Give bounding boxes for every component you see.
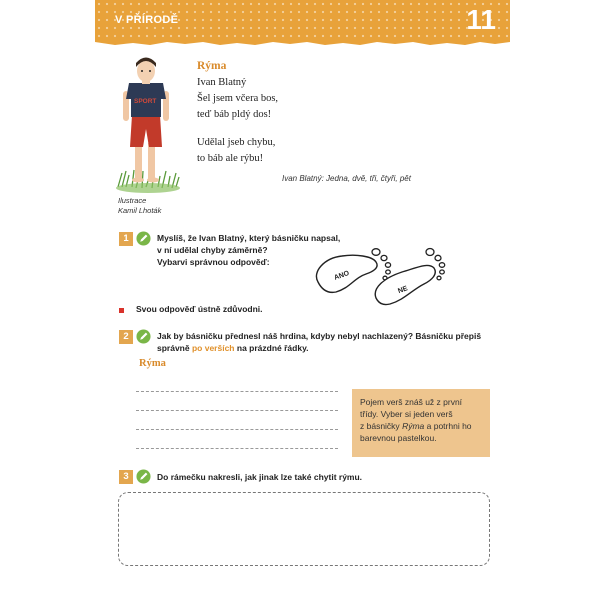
note-title-italic: Rýma	[402, 421, 425, 431]
caption-line: Ilustrace	[118, 196, 147, 205]
task-number: 1	[119, 232, 133, 246]
note-line: Pojem verš znáš už z první	[360, 397, 463, 407]
writing-line[interactable]	[136, 448, 338, 449]
task3-text: Do rámečku nakresli, jak jinak lze také chytit rýmu.	[157, 472, 363, 482]
torn-edge	[95, 40, 510, 46]
task2-text	[157, 330, 481, 354]
task-line: v ní udělal chyby záměrně?	[157, 245, 268, 255]
note-line: třídy. Vyber si jeden verš	[360, 409, 453, 419]
answer-yes-label: ANO	[333, 269, 351, 282]
boy-illustration	[112, 55, 184, 195]
pencil-icon	[136, 231, 151, 246]
header-band	[95, 0, 510, 42]
rhyme-label: Rýma	[139, 358, 166, 369]
footprint-answers[interactable]	[310, 238, 450, 308]
page-number: 11	[466, 4, 496, 35]
pencil-icon	[136, 469, 151, 484]
caption-line: Kamil Lhoták	[118, 206, 162, 215]
bullet-text: Svou odpověď ústně zdůvodni.	[136, 304, 263, 314]
illustration-caption	[118, 196, 161, 216]
note-line	[360, 420, 482, 432]
task-number: 3	[119, 470, 133, 484]
note-text-part: a potrhni ho	[426, 421, 472, 431]
pencil-icon	[136, 329, 151, 344]
task-text-part: správně	[157, 343, 190, 353]
poem-author: Ivan Blatný	[197, 77, 247, 88]
task-line	[157, 342, 481, 354]
red-bullet	[119, 308, 124, 313]
poem-line: Šel jsem včera bos,	[197, 93, 279, 104]
tip-note	[352, 389, 490, 457]
answer-no-label: NE	[397, 285, 409, 296]
shirt-text: SPORT	[134, 98, 157, 105]
writing-line[interactable]	[136, 429, 338, 430]
section-title: V PŘÍRODĚ	[115, 14, 179, 26]
task-text-part: na prázdné řádky.	[236, 343, 309, 353]
note-text-part: z básničky	[360, 421, 400, 431]
poem-title: Rýma	[197, 60, 227, 72]
poem-line: teď báb pldý dos!	[197, 109, 272, 120]
task-number: 2	[119, 330, 133, 344]
task-line: Vybarvi správnou odpověď:	[157, 257, 270, 267]
writing-line[interactable]	[136, 410, 338, 411]
poem	[197, 60, 278, 167]
writing-line[interactable]	[136, 391, 338, 392]
poem-line: Udělal jseb chybu,	[197, 137, 276, 148]
task-line: Jak by básničku přednesl náš hrdina, kdyby nebyl nachlazený? Básničku přepiš	[157, 331, 482, 341]
task-line: Myslíš, že Ivan Blatný, který básničku napsal,	[157, 233, 341, 243]
poem-line: to báb ale rýbu!	[197, 153, 264, 164]
highlighted-phrase: po verších	[191, 343, 235, 353]
note-line: barevnou pastelkou.	[360, 433, 437, 443]
drawing-frame[interactable]	[118, 492, 490, 566]
poem-source: Ivan Blatný: Jedna, dvě, tři, čtyři, pět	[282, 174, 411, 183]
